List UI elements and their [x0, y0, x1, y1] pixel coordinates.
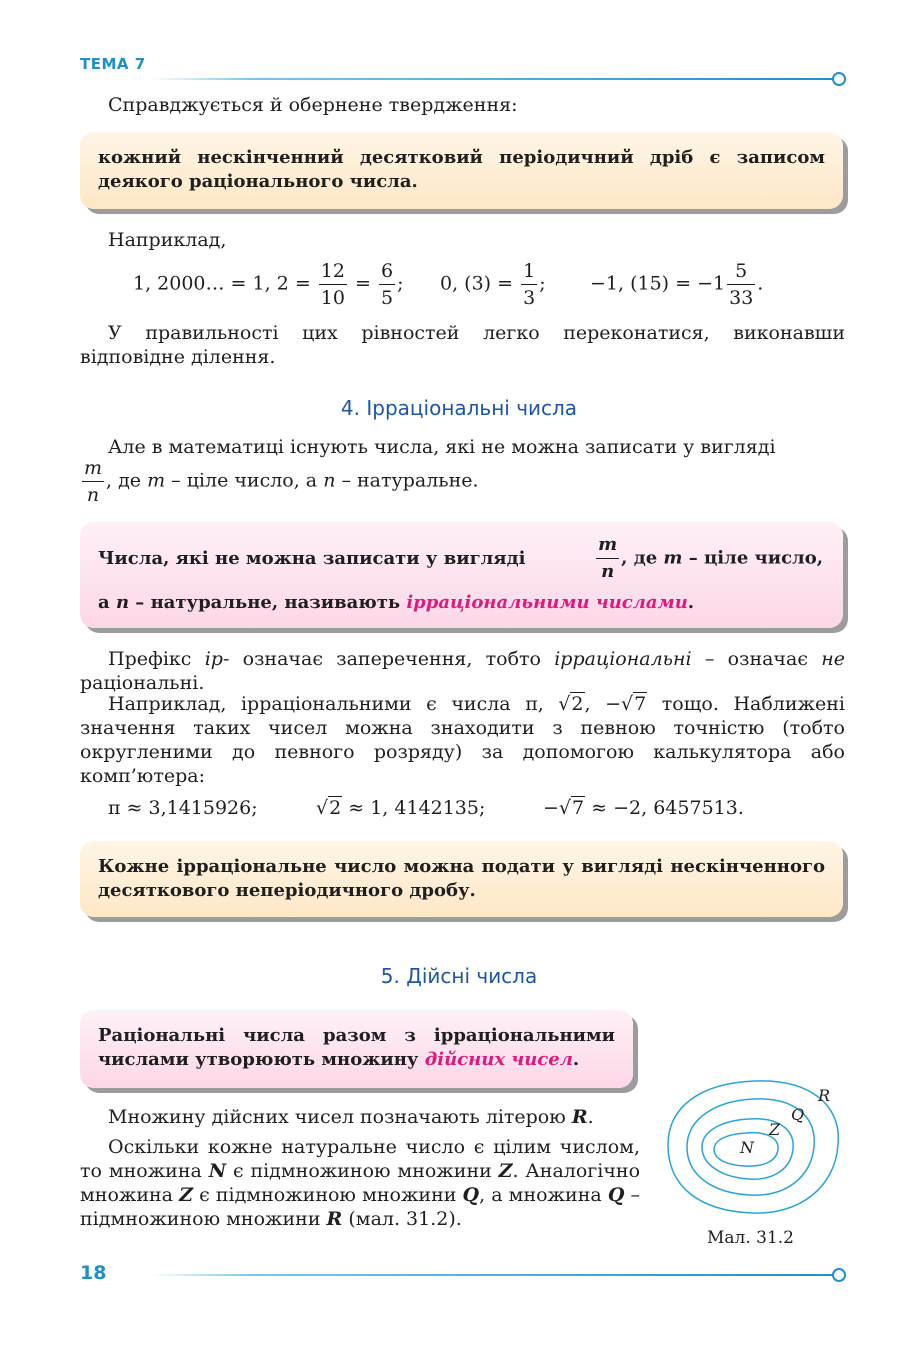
section-4-title: 4. Ірраціональні числа [340, 396, 578, 420]
fraction: $\frac{m}{n}$ [84, 457, 103, 506]
page-number: 18 [80, 1262, 107, 1284]
definition-line-2: а n – натуральне, називають ірраціональними числами. [98, 592, 695, 613]
label-R: R [818, 1086, 831, 1105]
label-Q: Q [791, 1105, 805, 1124]
rule-box-nonperiodic [80, 841, 843, 917]
topic-label: ТЕМА 7 [80, 55, 146, 73]
equation-2: 0, (3) = $\frac{1}{3}$ ; [440, 260, 546, 309]
figure-caption: Мал. 31.2 [707, 1228, 795, 1248]
rule-box-periodic [80, 132, 843, 209]
equation-3: −1, (15) = −1 $\frac{5}{33}$ . [590, 260, 764, 309]
section-5-title: 5. Дійсні числа [380, 964, 538, 988]
footer-rule-end-circle [832, 1268, 846, 1282]
definition-box-real: Раціональні числа разом з ірраціональними числами утворюють множину дійсних чисел. [80, 1010, 633, 1088]
fraction: $\frac{5}{33}$ [729, 260, 754, 309]
prefix-text: Префікс ір- означає заперечення, тобто ірраціональні – означає не раціональні. [80, 648, 845, 694]
irrational-intro-line2: $\frac{m}{n}$ , де m – ціле число, а n – натуральне. [84, 457, 479, 506]
term-real-numbers: дійсних чисел [424, 1049, 573, 1070]
fraction: $\frac{m}{n}$ [598, 534, 618, 582]
definition-box-irrational [80, 522, 843, 628]
approx-sqrt7: −√7 ≈ −2, 6457513. [543, 797, 744, 819]
approx-pi: π ≈ 3,1415926; [108, 797, 258, 819]
example-label: Наприклад, [108, 229, 227, 251]
real-set-text: Множину дійсних чисел позначають літерою R. [108, 1106, 594, 1128]
definition-line-1: Числа, які не можна записати у вигляді $\frac{m}{n}$ , де m – ціле число, [98, 532, 823, 585]
rule-box-periodic-text: кожний нескінченний десятковий періодичний дріб є записом деякого раціонального числа. [98, 147, 825, 192]
check-text: У правильності цих рівностей легко переконатися, виконавши відповідне ділення. [80, 322, 845, 368]
irrational-intro-line1: Але в математиці існують числа, які не можна записати у вигляді [108, 436, 776, 458]
subsets-text: Оскільки кожне натуральне число є цілим числом, то множина N є підмножиною множини Z. Аналогічно множина Z є підмножиною множини Q, а множина Q – підмножиною множини R (мал. 31.2). [80, 1136, 641, 1230]
sets-diagram [660, 1075, 850, 1220]
header-rule [150, 78, 836, 80]
equation-1: 1, 2000… = 1, 2 = $\frac{12}{10}$ = $\frac{6}{5}$ ; [133, 260, 404, 309]
rule-box-nonperiodic-text: Кожне ірраціональне число можна подати у вигляді нескінченного десяткового неперіодичного дробу. [98, 856, 825, 901]
label-Z: Z [769, 1120, 781, 1139]
term-irrational: ірраціональними числами [406, 592, 688, 613]
irrational-example: Наприклад, ірраціональними є числа π, √2, −√7 тощо. Наближені значення таких чисел можна знаходити з певною точністю (тобто округленими до певного розряду) за допомогою калькулятора або комп’ютера: [80, 693, 845, 787]
approx-sqrt2: √2 ≈ 1, 4142135; [316, 797, 486, 819]
footer-rule [150, 1274, 836, 1276]
header-rule-end-circle [832, 72, 846, 86]
fraction: $\frac{1}{3}$ [523, 260, 536, 309]
label-N: N [740, 1138, 754, 1157]
intro-text: Справджується й обернене твердження: [108, 94, 518, 116]
fraction: $\frac{12}{10}$ [320, 260, 345, 309]
fraction: $\frac{6}{5}$ [381, 260, 394, 309]
